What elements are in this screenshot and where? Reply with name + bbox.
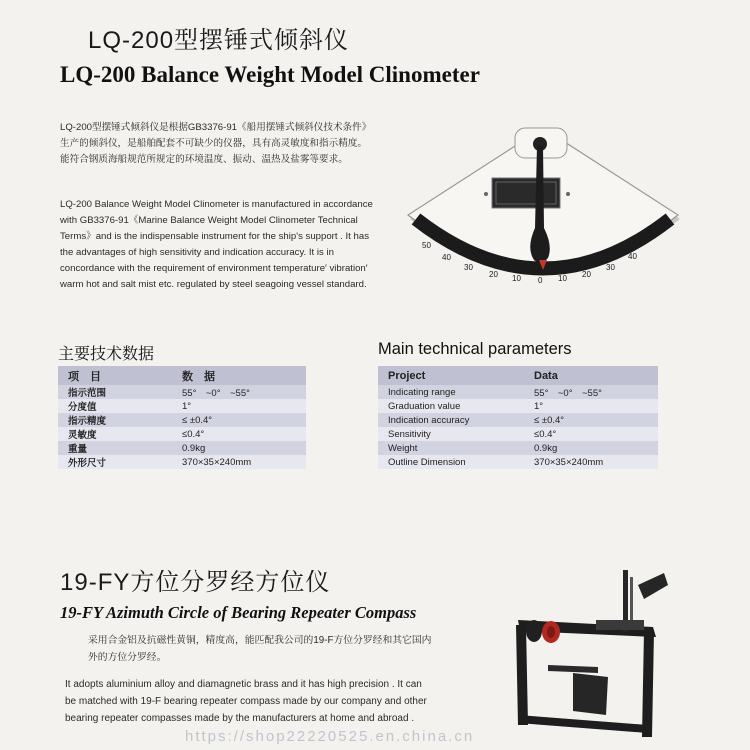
table-row: [378, 455, 658, 469]
column-header: Data: [524, 366, 658, 385]
table-row: [378, 427, 658, 441]
table-row: [58, 413, 306, 427]
clinometer-title-en: LQ-200 Balance Weight Model Clinometer: [60, 62, 480, 87]
svg-text:10: 10: [558, 274, 567, 283]
params-table-cn: [58, 366, 306, 469]
table-header-row: [58, 366, 306, 385]
svg-text:50: 50: [422, 241, 431, 250]
param-value: 0.9kg: [172, 441, 306, 455]
clinometer-intro-en: LQ-200 Balance Weight Model Clinometer is manufactured in accordance with GB3376-91《Marine Balance Weight Model Clinometer Technical Terms》and is the indispensable instrument for the ship's support . It has the advantages of high sensitivity and indication accuracy. It is in concordance with the requirement of environment temperature′ vibration′ warm hot and salt mist etc. regulated by steel seagoing vessel standard.: [60, 199, 373, 290]
param-value: ≤0.4°: [172, 427, 306, 441]
svg-text:30: 30: [606, 263, 615, 272]
column-header: Project: [378, 366, 524, 385]
param-value: 55° ~0° ~55°: [172, 385, 306, 399]
param-value: 370×35×240mm: [172, 455, 306, 469]
table-row: [378, 441, 658, 455]
svg-text:20: 20: [582, 270, 591, 279]
params-heading-en: Main technical parameters: [378, 340, 572, 358]
param-value: ≤0.4°: [524, 427, 658, 441]
clinometer-title-cn: LQ-200型摆锤式倾斜仪: [88, 27, 350, 54]
table-row: [378, 399, 658, 413]
table-row: [58, 455, 306, 469]
svg-text:30: 30: [464, 263, 473, 272]
param-name: Graduation value: [378, 399, 524, 413]
param-name: 重量: [58, 441, 172, 455]
param-name: Weight: [378, 441, 524, 455]
svg-text:40: 40: [628, 252, 637, 261]
compass-intro-en: It adopts aluminium alloy and diamagnetic brass and it has high precision . It can be matched with 19-F bearing repeater compass made by our company and other bearing repeater compasses made by the manufacturers at home and abroad .: [65, 679, 427, 724]
table-row: [58, 399, 306, 413]
param-name: Sensitivity: [378, 427, 524, 441]
table-header-row: [378, 366, 658, 385]
table-row: [378, 413, 658, 427]
param-value: ≤ ±0.4°: [172, 413, 306, 427]
param-name: Outline Dimension: [378, 455, 524, 469]
param-value: 55° ~0° ~55°: [524, 385, 658, 399]
clinometer-intro-cn: LQ-200型摆锤式倾斜仪是根据GB3376-91《船用摆锤式倾斜仪技术条件》生产的倾斜仪，是船舶配套不可缺少的仪器，具有高灵敏度和指示精度。能符合钢质海船规范所规定的环境温度、振动、温热及盐雾等要求。: [60, 122, 372, 165]
param-name: Indication accuracy: [378, 413, 524, 427]
svg-text:0: 0: [538, 276, 543, 285]
svg-text:40: 40: [442, 253, 451, 262]
param-name: 分度值: [58, 399, 172, 413]
svg-text:50: 50: [648, 229, 657, 238]
column-header: 数 据: [172, 366, 306, 385]
svg-text:20: 20: [489, 270, 498, 279]
table-row: [58, 441, 306, 455]
param-value: 1°: [172, 399, 306, 413]
watermark-text: https://shop2222052​5.en.china.cn: [185, 728, 475, 745]
param-value: 370×35×240mm: [524, 455, 658, 469]
column-header: 项 目: [58, 366, 172, 385]
clinometer-image: [398, 120, 688, 295]
param-name: 灵敏度: [58, 427, 172, 441]
compass-title-en: 19-FY Azimuth Circle of Bearing Repeater Compass: [60, 603, 417, 622]
table-row: [58, 427, 306, 441]
param-name: 指示范围: [58, 385, 172, 399]
params-heading-cn: 主要技术数据: [58, 346, 155, 363]
param-name: 外形尺寸: [58, 455, 172, 469]
param-value: ≤ ±0.4°: [524, 413, 658, 427]
azimuth-circle-image: [478, 565, 678, 740]
svg-text:10: 10: [512, 274, 521, 283]
param-name: Indicating range: [378, 385, 524, 399]
compass-intro-cn: 采用合金铝及抗磁性黄铜，精度高，能匹配我公司的19-F方位分罗经和其它国内外的方位分罗经。: [88, 635, 432, 663]
param-value: 0.9kg: [524, 441, 658, 455]
params-table-en: [378, 366, 658, 469]
param-value: 1°: [524, 399, 658, 413]
table-row: [58, 385, 306, 399]
compass-title-cn: 19-FY方位分罗经方位仪: [60, 569, 331, 596]
table-row: [378, 385, 658, 399]
param-name: 指示精度: [58, 413, 172, 427]
